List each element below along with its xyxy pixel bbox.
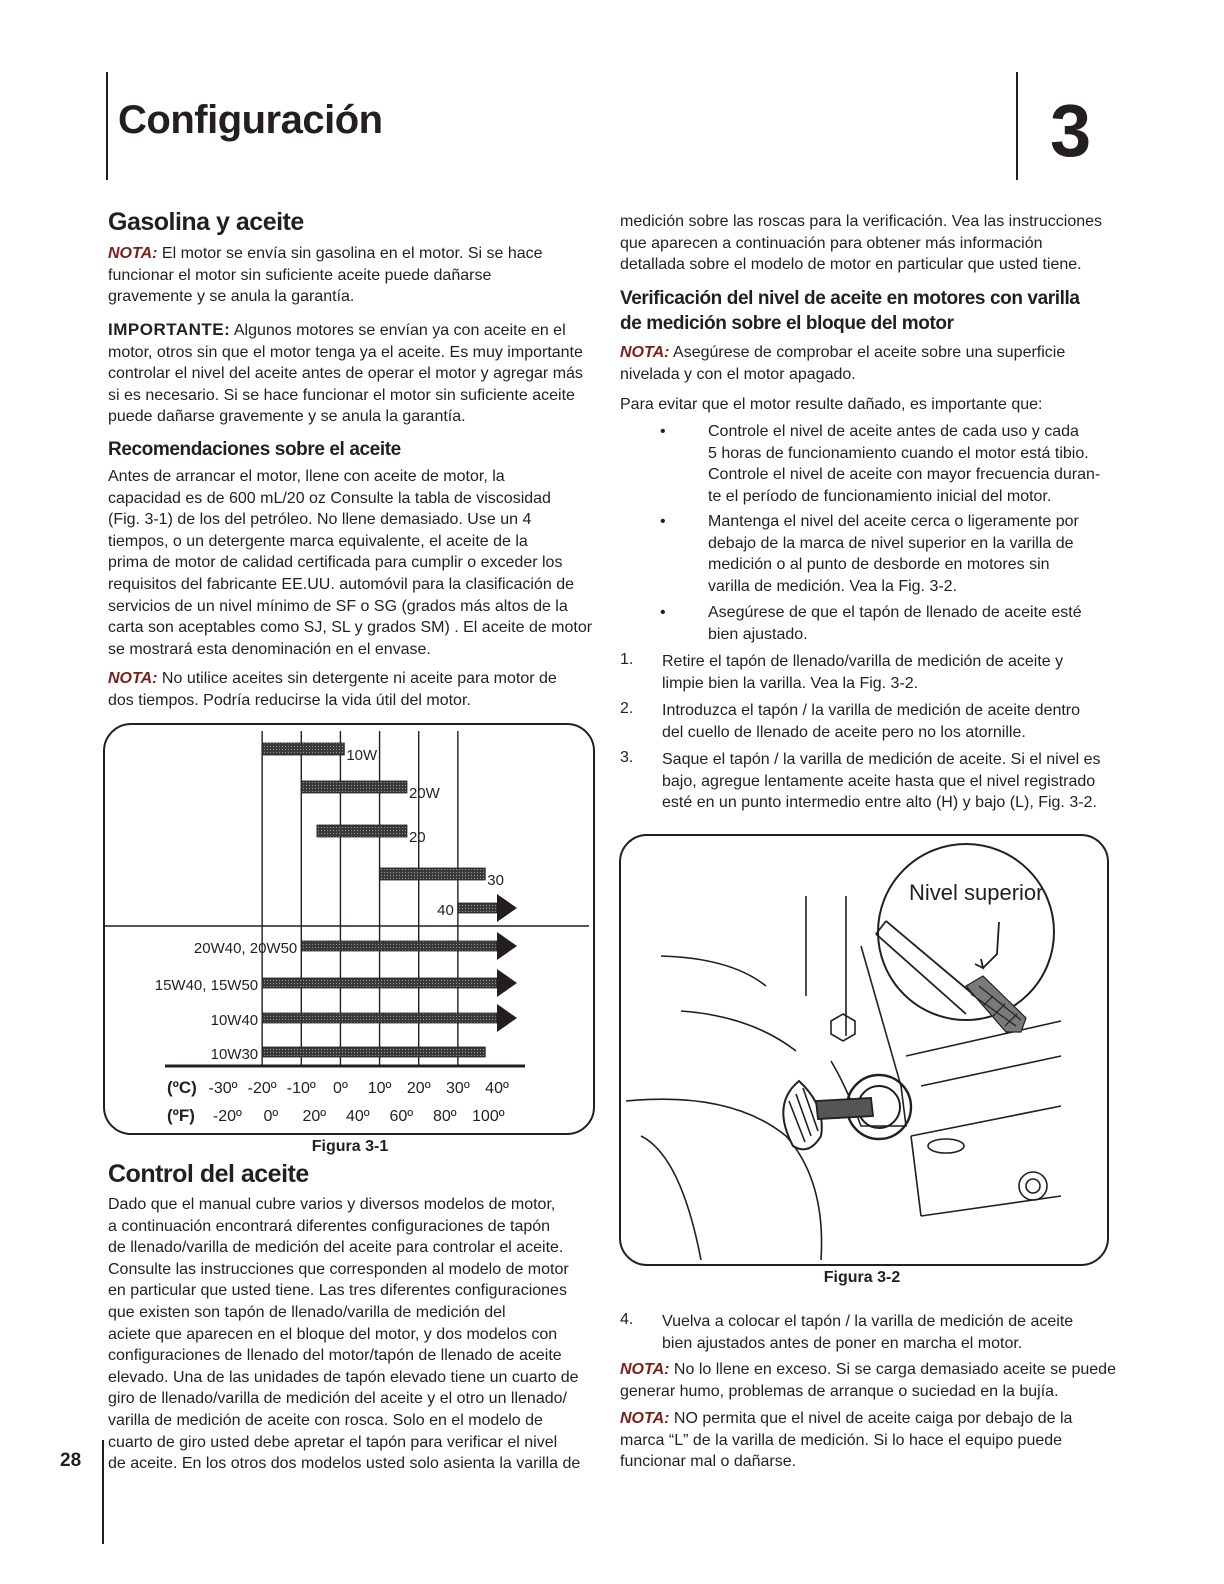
celsius-tick-label: 20º (406, 1080, 431, 1097)
single-grade-bar (380, 868, 486, 880)
multi-grade-bar (262, 1013, 497, 1023)
note-label: NOTA: (620, 1361, 670, 1378)
text-line: Saque el tapón / la varilla de medición de aceite. Si el nivel es (662, 751, 1101, 768)
text-line: que aparecen a continuación para obtener más información (620, 234, 1043, 252)
note-label: NOTA: (620, 344, 670, 361)
text-line: bien ajustado. (708, 625, 808, 643)
step-1 (620, 651, 1130, 694)
list-item (660, 511, 1120, 597)
fahrenheit-tick-label: 80º (432, 1108, 457, 1125)
heading-control: Control del aceite (108, 1160, 309, 1188)
multi-grade-label: 15W40, 15W50 (154, 977, 259, 994)
multi-grade-arrow (497, 969, 517, 997)
page-number: 28 (60, 1450, 82, 1471)
note-label: NOTA: (108, 670, 158, 687)
text-line: Controle el nivel de aceite antes de cada uso y cada (708, 423, 1079, 440)
text-line: elevado. Una de las unidades de tapón elevado tiene un cuarto de (108, 1368, 579, 1386)
text-line: servicios de un nivel mínimo de SF o SG (grados más altos de la (108, 597, 568, 615)
text-line: No lo llene en exceso. Si se carga demasiado aceite se puede (673, 1361, 1116, 1378)
celsius-tick-label: 0º (333, 1080, 348, 1097)
step-number: 2. (620, 700, 634, 717)
text-line: gravemente y se anula la garantía. (108, 288, 355, 306)
text-line: 5 horas de funcionamiento cuando el motor está tibio. (708, 444, 1089, 462)
chapter-number: 3 (1050, 89, 1092, 172)
fahrenheit-tick-label: 20º (302, 1108, 327, 1125)
text-line: capacidad es de 600 mL/20 oz Consulte la tabla de viscosidad (108, 489, 551, 507)
celsius-axis-label: (ºC) (167, 1078, 197, 1097)
engine-outline (681, 1011, 796, 1051)
heading-line: de medición sobre el bloque del motor (620, 313, 954, 334)
text-line: se mostrará esta denominación en el envase. (108, 640, 431, 658)
viscosity-chart (105, 725, 589, 1129)
note-superficie (620, 342, 1130, 385)
step-3 (620, 749, 1130, 814)
paragraph-recomendaciones (108, 466, 608, 660)
note-marca-l (620, 1408, 1130, 1473)
bolt-head (1019, 1172, 1047, 1200)
chapter-title: Configuración (118, 98, 383, 142)
single-grade-label: 30 (487, 872, 504, 889)
single-grade-label: 20W (408, 785, 440, 802)
footer-rule (102, 1440, 104, 1544)
fahrenheit-axis-label: (ºF) (167, 1106, 195, 1125)
note-label: NOTA: (108, 245, 158, 262)
text-line: controlar el nivel del aceite antes de operar el motor y agregar más (108, 365, 583, 383)
text-line: cuarto de giro usted debe apretar el tapón para verificar el nivel (108, 1433, 558, 1451)
multi-grade-arrow (497, 1004, 517, 1032)
text-line: esté en un punto intermedio entre alto (H) y bajo (L), Fig. 3-2. (662, 794, 1097, 812)
fahrenheit-tick-label: -20º (212, 1108, 242, 1125)
list-item (660, 602, 1120, 645)
text-line: Introduzca el tapón / la varilla de medición de aceite dentro (662, 702, 1081, 719)
step-2 (620, 700, 1130, 743)
text-line: aciete que aparecen en el bloque del motor, y dos modelos con (108, 1325, 558, 1343)
text-line: en particular que usted tiene. Las tres diferentes configuraciones (108, 1282, 567, 1300)
header-rule-right (1016, 72, 1018, 180)
text-line: que existen son tapón de llenado/varilla de medición del (108, 1303, 506, 1321)
paragraph-control (108, 1194, 608, 1475)
text-line: debajo de la marca de nivel superior en la varilla de (708, 534, 1074, 552)
important-block (108, 319, 608, 428)
text-line: nivelada y con el motor apagado. (620, 365, 856, 383)
text-line: generar humo, problemas de arranque o suciedad en la bujía. (620, 1382, 1059, 1400)
text-line: del cuello de llenado de aceite pero no los atornille. (662, 723, 1026, 741)
text-line: medición o al punto de desborde en motores sin (708, 556, 1050, 574)
crankcase-line (911, 1106, 1061, 1136)
multi-grade-label: 10W30 (210, 1046, 259, 1063)
text-line: Asegúrese de que el tapón de llenado de aceite esté (708, 604, 1082, 621)
multi-grade-label: 20W40, 20W50 (193, 940, 298, 957)
text-line: Controle el nivel de aceite con mayor frecuencia duran- (708, 466, 1101, 484)
text-line: Asegúrese de comprobar el aceite sobre una superficie (673, 344, 1066, 361)
note-exceso (620, 1359, 1130, 1402)
text-line: El motor se envía sin gasolina en el motor. Si se hace (161, 245, 543, 262)
text-line: Mantenga el nivel del aceite cerca o ligeramente por (708, 513, 1079, 530)
bolt-head (1026, 1179, 1040, 1193)
step-number: 3. (620, 749, 634, 766)
single-grade-arrow (497, 894, 517, 922)
multi-grade-arrow (497, 932, 517, 960)
dipstick-illustration (621, 836, 1103, 1260)
figure-3-1-caption: Figura 3-1 (311, 1138, 389, 1155)
single-grade-bar (262, 743, 344, 755)
text-line: motor, otros sin que el motor tenga ya el aceite. Es muy importante (108, 343, 583, 361)
nivel-superior-label: Nivel superior (909, 880, 1044, 905)
single-grade-label: 20 (408, 829, 426, 846)
engine-outline (661, 956, 766, 986)
crankcase-top (906, 1021, 1061, 1056)
text-line: bien ajustados antes de poner en marcha el motor. (662, 1334, 1023, 1352)
text-line: tiempos, o un detergente marca equivalente, el aceite de la (108, 532, 528, 550)
heading-verificacion (620, 286, 1140, 336)
text-line: funcionar mal o dañarse. (620, 1453, 797, 1471)
single-grade-label: 40 (437, 902, 454, 919)
multi-grade-bar (301, 941, 497, 951)
note-gasolina (108, 243, 608, 308)
text-line: Retire el tapón de llenado/varilla de medición de aceite y (662, 653, 1064, 670)
text-line: giro de llenado/varilla de medición del aceite y el otro un llenado/ (108, 1390, 567, 1408)
text-line: Algunos motores se envían ya con aceite en el (233, 322, 566, 339)
text-line: te el período de funcionamiento inicial del motor. (708, 487, 1052, 505)
celsius-tick-label: 10º (367, 1080, 392, 1097)
text-line: medición sobre las roscas para la verificación. Vea las instrucciones (620, 213, 1103, 230)
celsius-tick-label: -20º (247, 1080, 277, 1097)
text-line: (Fig. 3-1) de los del petróleo. No llene demasiado. Use un 4 (108, 511, 532, 529)
step-4 (620, 1311, 1130, 1354)
text-line: Antes de arrancar el motor, llene con aceite de motor, la (108, 468, 505, 485)
drain-hole (928, 1139, 964, 1153)
fahrenheit-tick-label: 100º (472, 1108, 505, 1125)
text-line: de aceite. En los otros dos modelos usted solo asienta la varilla de (108, 1455, 581, 1473)
fahrenheit-tick-label: 60º (389, 1108, 414, 1125)
crankcase-line (921, 1056, 1061, 1086)
step-number: 4. (620, 1311, 634, 1328)
text-line: de llenado/varilla de medición del aceite para controlar el aceite. (108, 1239, 564, 1257)
text-line: dos tiempos. Podría reducirse la vida útil del motor. (108, 691, 471, 709)
heading-gasolina: Gasolina y aceite (108, 208, 304, 236)
text-line: puede dañarse gravemente y se anula la garantía. (108, 408, 466, 426)
text-line: marca “L” de la varilla de medición. Si lo hace el equipo puede (620, 1431, 1063, 1449)
multi-grade-label: 10W40 (210, 1012, 259, 1029)
multi-grade-bar (262, 1047, 485, 1057)
bullet-dot: • (660, 513, 666, 530)
bullet-list (660, 421, 1120, 647)
heading-recomendaciones: Recomendaciones sobre el aceite (108, 439, 401, 460)
heading-line: Verificación del nivel de aceite en motores con varilla (620, 288, 1080, 309)
shroud (641, 1136, 701, 1260)
single-grade-bar (458, 903, 497, 913)
text-line: Vuelva a colocar el tapón / la varilla de medición de aceite (662, 1313, 1074, 1330)
fahrenheit-tick-label: 40º (346, 1108, 370, 1125)
text-line: bajo, agregue lentamente aceite hasta que el nivel registrado (662, 772, 1096, 790)
text-line: NO permita que el nivel de aceite caiga por debajo de la (673, 1410, 1073, 1427)
celsius-tick-label: -30º (208, 1080, 238, 1097)
text-line: varilla de medición de aceite con rosca. Solo en el modelo de (108, 1411, 543, 1429)
header-rule-left (106, 72, 108, 180)
multi-grade-bar (262, 978, 497, 988)
zoom-circle (878, 844, 1054, 1020)
bolt-head (831, 1014, 855, 1041)
dipstick-shaft (816, 1098, 873, 1119)
crankcase-line (911, 1136, 921, 1216)
text-line: detallada sobre el modelo de motor en particular que usted tiene. (620, 256, 1082, 274)
important-label: IMPORTANTE: (108, 320, 231, 339)
text-line: Consulte las instrucciones que corresponden al modelo de motor (108, 1260, 569, 1278)
bullet-dot: • (660, 423, 666, 440)
step-number: 1. (620, 651, 634, 668)
fahrenheit-tick-label: 0º (263, 1108, 279, 1125)
celsius-tick-label: 40º (485, 1080, 509, 1097)
text-line: a continuación encontrará diferentes configuraciones de tapón (108, 1217, 551, 1235)
paragraph-intro-right (620, 211, 1130, 276)
note-label: NOTA: (620, 1410, 670, 1427)
text-line: No utilice aceites sin detergente ni aceite para motor de (161, 670, 557, 687)
dipstick-cap (783, 1081, 821, 1149)
text-line: si es necesario. Si se hace funcionar el motor sin suficiente aceite (108, 386, 575, 404)
text-line: prima de motor de calidad certificada para cumplir o exceder los (108, 554, 563, 572)
text-line: varilla de medición. Vea la Fig. 3-2. (708, 577, 958, 595)
text-line: requisitos del fabricante EE.UU. automóvil para la clasificación de (108, 575, 575, 593)
single-grade-bar (301, 781, 407, 793)
text-line: limpie bien la varilla. Vea la Fig. 3-2. (662, 674, 919, 692)
text-line: carta son aceptables como SJ, SL y grados SM) . El aceite de motor (108, 619, 593, 637)
single-grade-bar (317, 825, 407, 837)
text-line: funcionar el motor sin suficiente aceite puede dañarse (108, 266, 492, 284)
single-grade-label: 10W (346, 747, 378, 764)
avoid-damage-text: Para evitar que el motor resulte dañado, es importante que: (620, 396, 1043, 413)
text-line: Dado que el manual cubre varios y diversos modelos de motor, (108, 1196, 556, 1213)
celsius-tick-label: -10º (286, 1080, 316, 1097)
bullet-dot: • (660, 604, 666, 621)
figure-3-2-caption: Figura 3-2 (823, 1269, 901, 1286)
note-detergente (108, 668, 608, 711)
celsius-tick-label: 30º (446, 1080, 470, 1097)
text-line: configuraciones de llenado del motor/tapón de llenado de aceite (108, 1347, 562, 1365)
list-item (660, 421, 1120, 507)
